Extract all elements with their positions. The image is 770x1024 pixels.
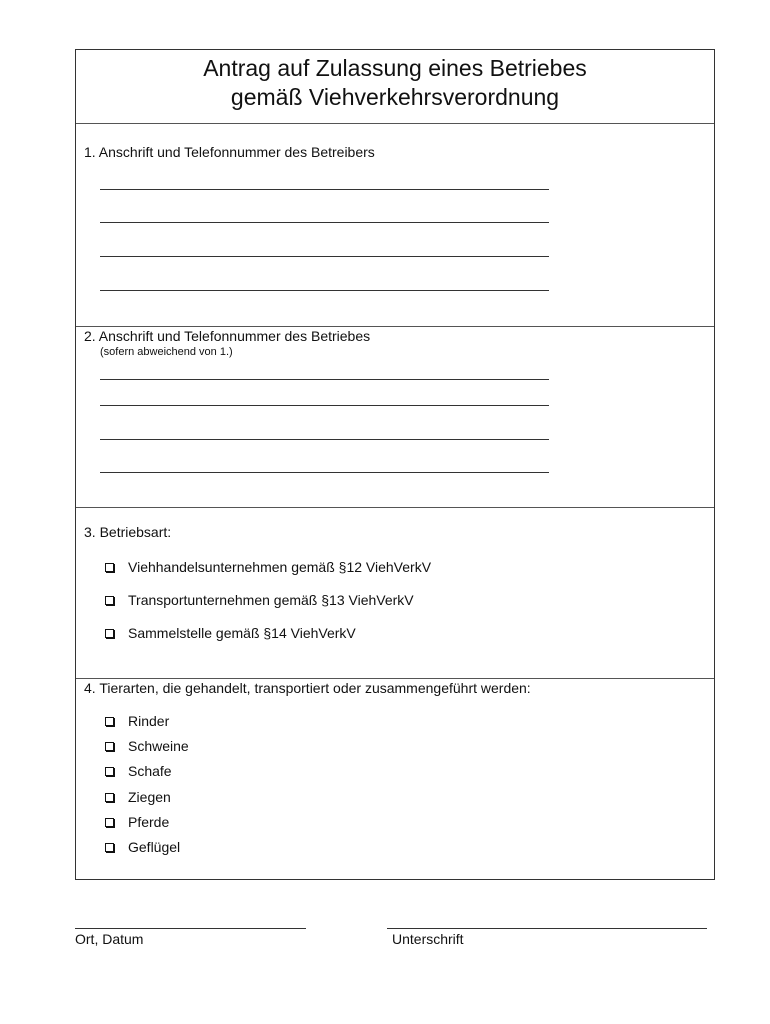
checkbox-icon[interactable] (105, 717, 114, 726)
species-option-poultry[interactable] (105, 839, 180, 855)
checkbox-icon[interactable] (105, 742, 114, 751)
form-title-line-2: gemäß Viehverkehrsverordnung (230, 84, 560, 110)
option-label: Viehhandelsunternehmen gemäß §12 ViehVerkV (128, 559, 432, 575)
business-address-line-4[interactable] (100, 472, 549, 473)
species-option-cattle[interactable] (105, 713, 169, 729)
checkbox-icon[interactable] (105, 629, 114, 638)
business-type-option-collection-point[interactable] (105, 625, 356, 641)
section-animal-species (76, 679, 714, 881)
operator-address-line-3[interactable] (100, 256, 549, 257)
business-type-option-transport[interactable] (105, 592, 414, 608)
checkbox-icon[interactable] (105, 596, 114, 605)
species-option-sheep[interactable] (105, 763, 172, 779)
operator-address-line-2[interactable] (100, 222, 549, 223)
section-3-heading: 3. Betriebsart: (84, 524, 172, 540)
option-label: Ziegen (128, 789, 171, 805)
operator-address-line-1[interactable] (100, 189, 549, 190)
application-form (75, 49, 715, 880)
signature-label: Unterschrift (392, 931, 464, 947)
form-title-section (76, 50, 714, 124)
section-business-type (76, 508, 714, 679)
option-label: Rinder (128, 713, 170, 729)
species-option-horses[interactable] (105, 814, 169, 830)
checkbox-icon[interactable] (105, 563, 114, 572)
business-type-option-cattle-trade[interactable] (105, 559, 431, 575)
option-label: Schafe (128, 763, 172, 779)
checkbox-icon[interactable] (105, 767, 114, 776)
option-label: Transportunternehmen gemäß §13 ViehVerkV (128, 592, 414, 608)
option-label: Schweine (128, 738, 189, 754)
section-2-subheading: (sofern abweichend von 1.) (100, 346, 233, 358)
option-label: Geflügel (128, 839, 181, 855)
checkbox-icon[interactable] (105, 818, 114, 827)
section-operator-address (76, 124, 714, 327)
species-option-pigs[interactable] (105, 738, 189, 754)
place-date-line[interactable] (75, 928, 306, 929)
business-address-line-1[interactable] (100, 379, 549, 380)
checkbox-icon[interactable] (105, 793, 114, 802)
section-2-heading: 2. Anschrift und Telefonnummer des Betriebes (84, 328, 371, 344)
form-title-line-1: Antrag auf Zulassung eines Betriebes (203, 55, 587, 81)
species-option-goats[interactable] (105, 789, 171, 805)
checkbox-icon[interactable] (105, 843, 114, 852)
option-label: Pferde (128, 814, 170, 830)
option-label: Sammelstelle gemäß §14 ViehVerkV (128, 625, 356, 641)
section-1-heading: 1. Anschrift und Telefonnummer des Betreibers (84, 144, 375, 160)
operator-address-line-4[interactable] (100, 290, 549, 291)
signature-line[interactable] (387, 928, 707, 929)
section-4-heading: 4. Tierarten, die gehandelt, transportiert oder zusammengeführt werden: (84, 680, 531, 696)
place-date-label: Ort, Datum (75, 931, 144, 947)
business-address-line-3[interactable] (100, 439, 549, 440)
section-business-address (76, 327, 714, 508)
business-address-line-2[interactable] (100, 405, 549, 406)
